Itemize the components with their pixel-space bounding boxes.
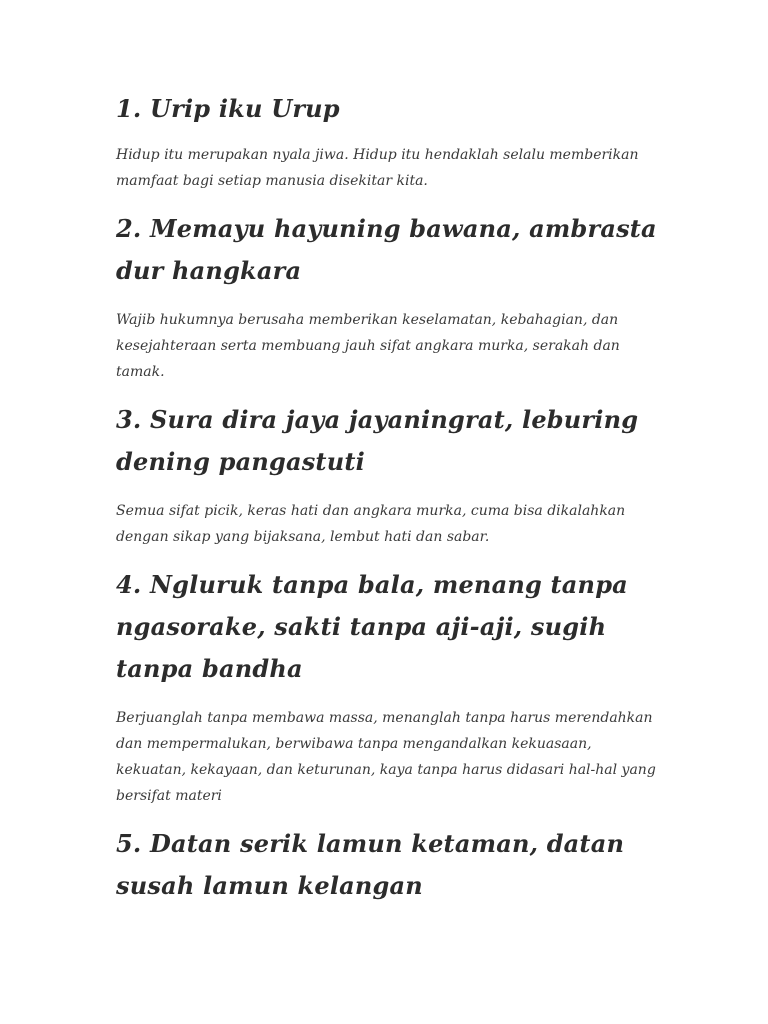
section-1-body: Hidup itu merupakan nyala jiwa. Hidup itu hendaklah selalu memberikan mamfaat bagi setiap manusia disekitar kita. <box>116 147 639 189</box>
document-page <box>116 88 666 907</box>
section-5 <box>116 823 666 907</box>
section-1 <box>116 88 666 194</box>
section-4-heading: 4. Ngluruk tanpa bala, menang tanpa ngasorake, sakti tanpa aji-aji, sugih tanpa bandha <box>116 570 628 683</box>
section-2 <box>116 208 666 385</box>
section-3-body: Semua sifat picik, keras hati dan angkara murka, cuma bisa dikalahkan dengan sikap yang bijaksana, lembut hati dan sabar. <box>116 503 626 545</box>
section-2-heading: 2. Memayu hayuning bawana, ambrasta dur hangkara <box>116 214 657 285</box>
section-3-heading: 3. Sura dira jaya jayaningrat, leburing dening pangastuti <box>116 405 639 476</box>
section-1-heading: 1. Urip iku Urup <box>116 94 340 123</box>
section-3 <box>116 399 666 550</box>
section-4-body: Berjuanglah tanpa membawa massa, menanglah tanpa harus merendahkan dan mempermalukan, berwibawa tanpa mengandalkan kekuasaan, kekuatan, kekayaan, dan keturunan, kaya tanpa harus didasari hal-hal yang bersifat materi <box>116 710 656 804</box>
section-4 <box>116 564 666 809</box>
section-5-heading: 5. Datan serik lamun ketaman, datan susah lamun kelangan <box>116 829 625 900</box>
section-2-body: Wajib hukumnya berusaha memberikan keselamatan, kebahagian, dan kesejahteraan serta membuang jauh sifat angkara murka, serakah dan tamak. <box>116 312 620 380</box>
